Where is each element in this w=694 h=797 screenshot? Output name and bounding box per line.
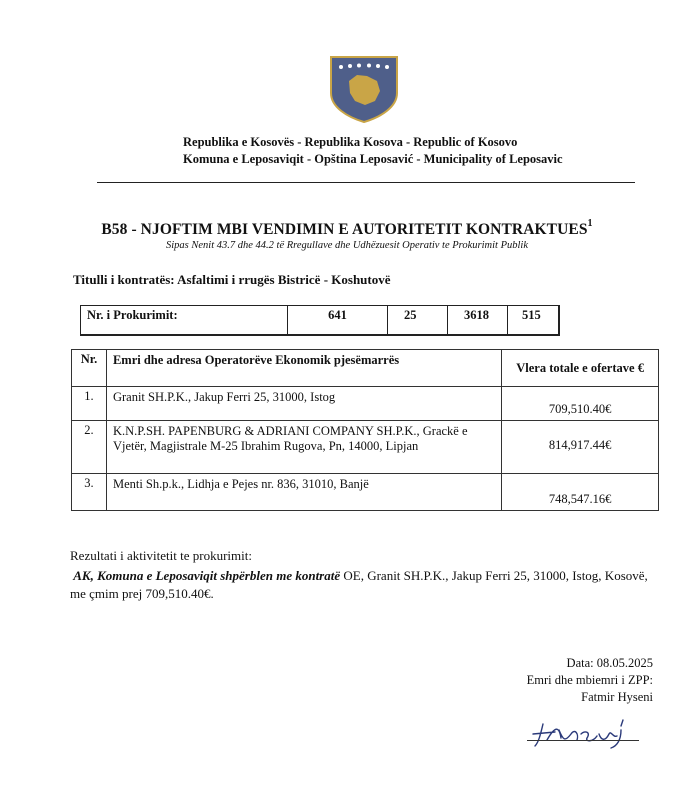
notice-subtitle: Sipas Nenit 43.7 dhe 44.2 të Rregullave dhe Udhëzuesit Operativ te Prokurimit Publik bbox=[166, 240, 528, 251]
procurement-number-part: 3618 bbox=[447, 306, 507, 334]
result-label: Rezultati i aktivitetit te prokurimit: bbox=[70, 548, 252, 563]
offers-table-header bbox=[72, 350, 659, 387]
offers-table bbox=[71, 349, 659, 511]
row-operator: Menti Sh.p.k., Lidhja e Pejes nr. 836, 31010, Banjë bbox=[106, 474, 501, 511]
kosovo-coat-of-arms-icon bbox=[325, 55, 403, 123]
table-row bbox=[72, 421, 659, 474]
col-header-value: Vlera totale e ofertave € bbox=[502, 350, 659, 387]
procurement-number-box bbox=[80, 305, 560, 336]
row-value: 748,547.16€ bbox=[502, 474, 659, 511]
row-nr: 2. bbox=[72, 421, 107, 474]
procurement-number-part: 641 bbox=[287, 306, 387, 334]
col-header-nr: Nr. bbox=[72, 350, 107, 387]
signatory-role: Emri dhe mbiemri i ZPP: bbox=[526, 673, 653, 687]
contract-title: Titulli i kontratës: Asfaltimi i rrugës Bistricë - Koshutovë bbox=[73, 272, 391, 287]
signature-block bbox=[527, 655, 653, 706]
row-operator: Granit SH.P.K., Jakup Ferri 25, 31000, Istog bbox=[106, 387, 501, 421]
letterhead bbox=[183, 134, 563, 168]
handwritten-signature bbox=[525, 712, 640, 752]
header-divider bbox=[97, 182, 635, 183]
notice-title bbox=[0, 220, 694, 239]
row-nr: 1. bbox=[72, 387, 107, 421]
document-date: Data: 08.05.2025 bbox=[566, 656, 653, 670]
col-header-operator: Emri dhe adresa Operatorëve Ekonomik pjesëmarrës bbox=[106, 350, 501, 387]
signature-line bbox=[527, 740, 639, 741]
table-row bbox=[72, 387, 659, 421]
footnote-mark: 1 bbox=[587, 218, 593, 229]
result-lead: AK, Komuna e Leposaviqit shpërblen me kontratë bbox=[73, 568, 341, 583]
letterhead-country: Republika e Kosovës - Republika Kosova - Republic of Kosovo bbox=[183, 135, 518, 149]
notice-title-text: B58 - NJOFTIM MBI VENDIMIN E AUTORITETIT KONTRAKTUES bbox=[101, 221, 588, 239]
procurement-number-part: 25 bbox=[387, 306, 447, 334]
signatory-name: Fatmir Hyseni bbox=[581, 690, 653, 704]
row-value: 814,917.44€ bbox=[502, 421, 659, 474]
procurement-number-label: Nr. i Prokurimit: bbox=[87, 308, 178, 322]
table-row bbox=[72, 474, 659, 511]
result-text bbox=[70, 567, 660, 603]
row-nr: 3. bbox=[72, 474, 107, 511]
letterhead-municipality: Komuna e Leposaviqit - Opština Leposavić - Municipality of Leposavic bbox=[183, 152, 563, 166]
row-operator: K.N.P.SH. PAPENBURG & ADRIANI COMPANY SH.P.K., Grackë e Vjetër, Magjistrale M-25 Ibrahim Rugova, Pn, 14000, Lipjan bbox=[106, 421, 501, 474]
result-rest: OE, Granit SH.P.K., Jakup Ferri 25, 31000, Istog, Kosovë, me çmim prej 709,510.40€. bbox=[70, 568, 648, 601]
row-value: 709,510.40€ bbox=[502, 387, 659, 421]
procurement-number-part: 515 bbox=[507, 306, 559, 334]
